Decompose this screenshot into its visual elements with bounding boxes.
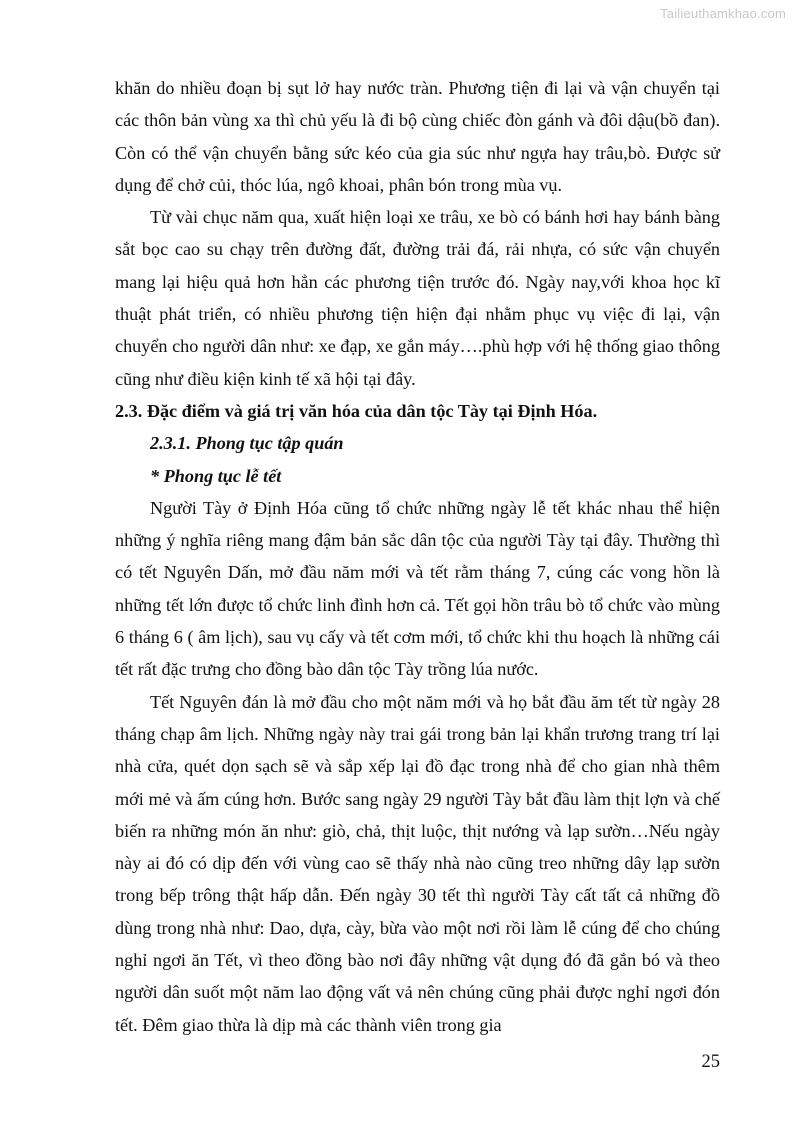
- paragraph-festivals: Người Tày ở Định Hóa cũng tổ chức những ngày lễ tết khác nhau thể hiện những ý nghĩa riêng mang đậm bản sắc dân tộc của người Tày tại đây. Thường thì có tết Nguyên Dấn, mở đầu năm mới và tết rằm tháng 7, cúng các vong hồn là những tết lớn được tổ chức linh đình hơn cả. Tết gọi hồn trâu bò tổ chức vào mùng 6 tháng 6 ( âm lịch), sau vụ cấy và tết cơm mới, tổ chức khi thu hoạch là những cái tết rất đặc trưng cho đồng bào dân tộc Tày trồng lúa nước.: [115, 497, 720, 680]
- paragraph-modern-vehicles: Từ vài chục năm qua, xuất hiện loại xe trâu, xe bò có bánh hơi hay bánh bàng sắt bọc cao su chạy trên đường đất, đường trải đá, rải nhựa, có sức vận chuyển mang lại hiệu quả hơn hẳn các phương tiện trước đó. Ngày nay,với khoa học kĩ thuật phát triển, có nhiều phương tiện hiện đại nhằm phục vụ việc đi lại, vận chuyển cho người dân như: xe đạp, xe gắn máy….phù hợp với hệ thống giao thông cũng như điều kiện kinh tế xã hội tại đây.: [115, 207, 720, 389]
- paragraph-lunar-new-year: Tết Nguyên đán là mở đầu cho một năm mới và họ bắt đầu ăm tết từ ngày 28 tháng chạp âm lịch. Những ngày này trai gái trong bản lại khẩn trương trang trí lại nhà cửa, quét dọn sạch sẽ và sắp xếp lại đồ đạc trong nhà để cho gian nhà thêm mới mẻ và ấm cúng hơn. Bước sang ngày 29 người Tày bắt đầu làm thịt lợn và chế biến ra những món ăn như: giò, chả, thịt luộc, thịt nướng và lạp sườn…Nếu ngày này ai đó có dịp đến với vùng cao sẽ thấy nhà nào cũng treo những dây lạp sườn trong bếp trông thật hấp dẫn. Đến ngày 30 tết thì người Tày cất tất cả những đồ dùng trong nhà như: Dao, dựa, cày, bừa vào một nơi rồi làm lễ cúng để cho chúng nghỉ ngơi ăn Tết, vì theo đồng bào nơi đây những vật dụng đó đã gắn bó và theo người dân suốt một năm lao động vất vả nên chúng cũng phải được nghỉ ngơi đón tết. Đêm giao thừa là dịp mà các thành viên trong gia: [115, 691, 720, 1035]
- page-number: 25: [701, 1052, 720, 1072]
- subsection-heading-2-3-1: 2.3.1. Phong tục tập quán: [150, 433, 344, 454]
- document-body: [115, 72, 720, 1041]
- paragraph-transport-continued: khăn do nhiều đoạn bị sụt lở hay nước tràn. Phương tiện đi lại và vận chuyển tại các thôn bản vùng xa thì chủ yếu là đi bộ cùng chiếc đòn gánh và đôi dậu(bồ đan). Còn có thể vận chuyển bằng sức kéo của gia súc như ngựa hay trâu,bò. Được sử dụng để chở củi, thóc lúa, ngô khoai, phân bón trong mùa vụ.: [115, 78, 720, 195]
- topic-heading-festivals: * Phong tục lễ tết: [150, 465, 282, 486]
- watermark-text: Tailieuthamkhao.com: [660, 6, 786, 21]
- section-heading-2-3: 2.3. Đặc điểm và giá trị văn hóa của dân tộc Tày tại Định Hóa.: [115, 400, 598, 421]
